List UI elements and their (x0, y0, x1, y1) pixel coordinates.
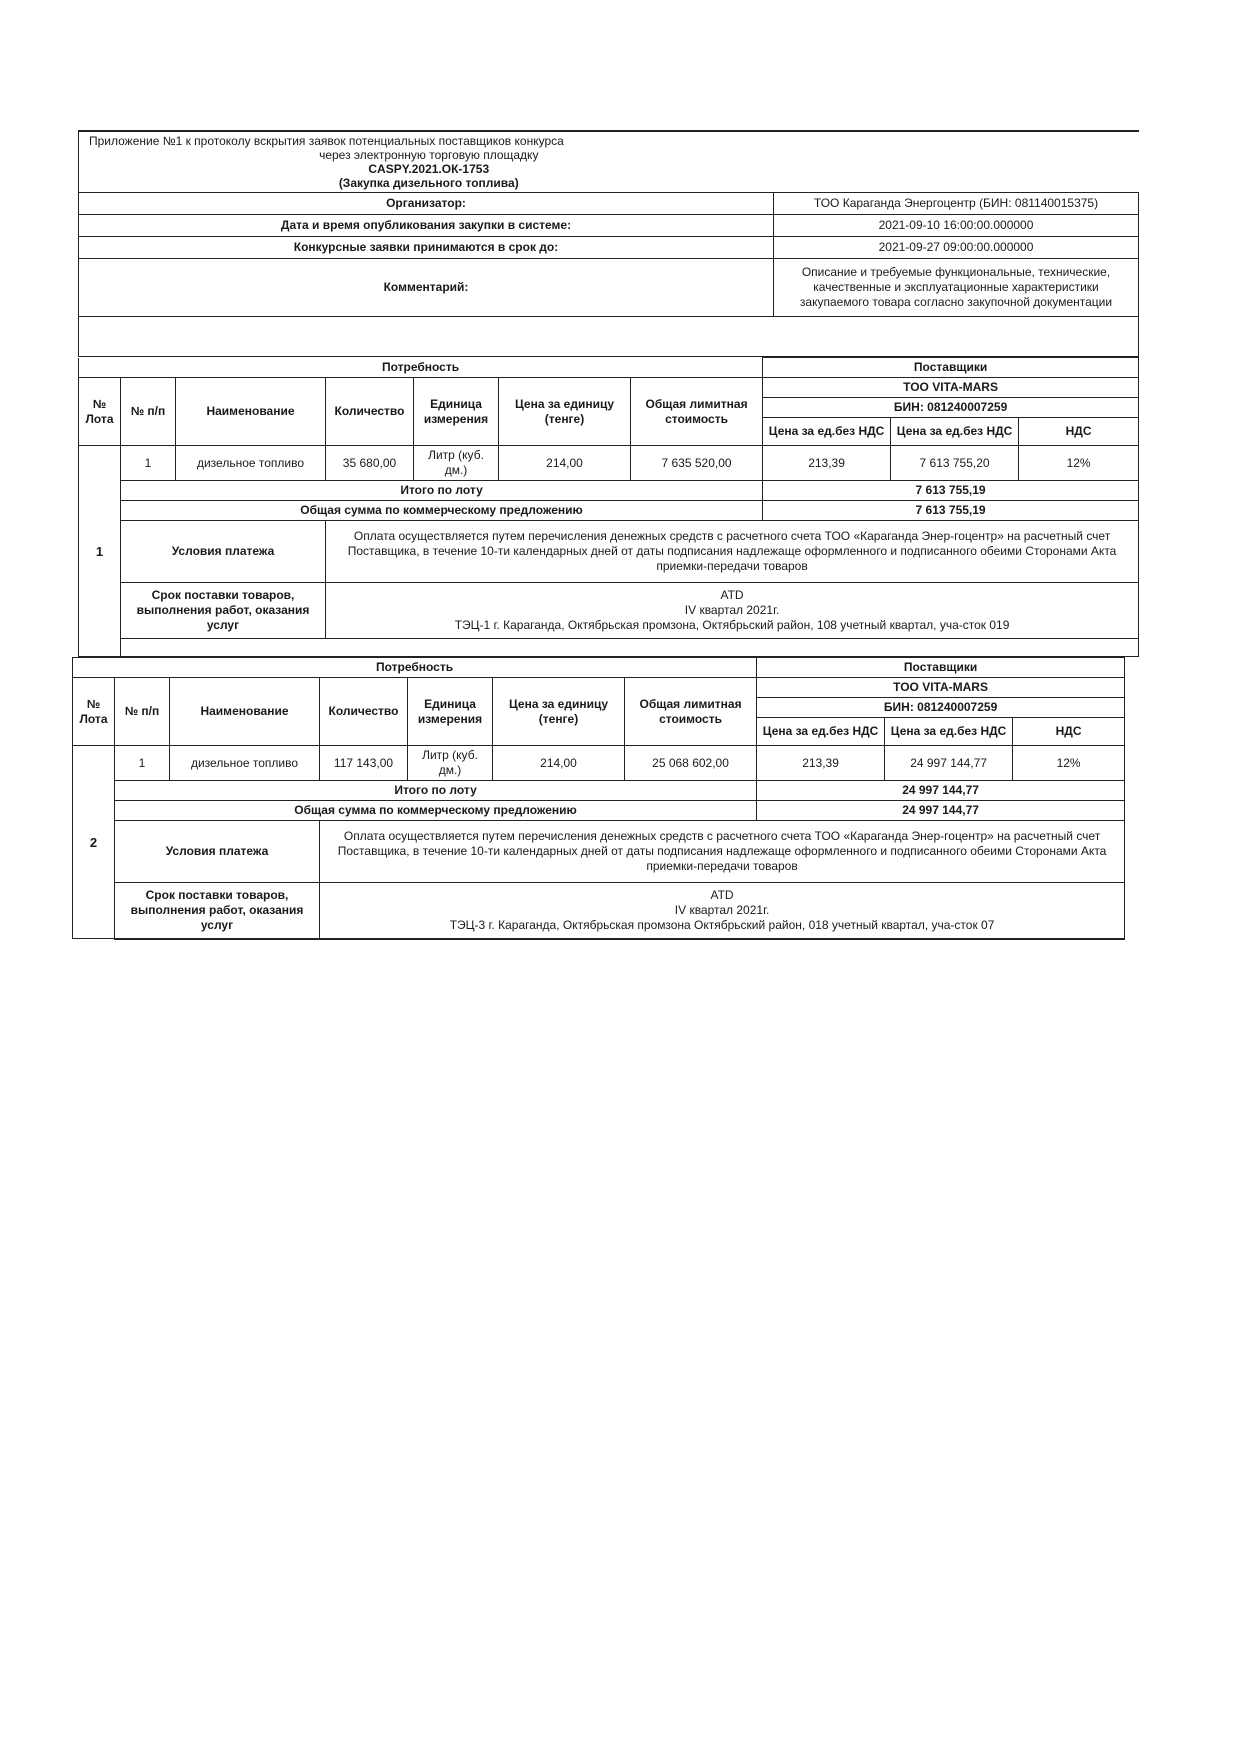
name-header: Наименование (176, 378, 326, 446)
payment-terms: Оплата осуществляется путем перечисления денежных средств с расчетного счета ТОО «Караганда Энер-гоцентр» на расчетный счет Поставщика, в течение 10-ти календарных дней от даты подписания надлежаще оформленного и подписанного обеими Сторонами Акта приемки-передачи товаров (326, 521, 1139, 583)
name-header: Наименование (170, 678, 320, 746)
offer-vat: 12% (1013, 746, 1125, 781)
item-no: 1 (121, 446, 176, 481)
pp-header: № п/п (121, 378, 176, 446)
lot-total-value: 7 613 755,19 (763, 481, 1139, 501)
title-line-1: Приложение №1 к протоколу вскрытия заявок потенциальных поставщиков конкурса (89, 134, 564, 148)
pp-header: № п/п (115, 678, 170, 746)
offer-unit-price: 213,39 (757, 746, 885, 781)
offer-unit-price: 213,39 (763, 446, 891, 481)
item-qty: 117 143,00 (320, 746, 408, 781)
item-limit: 7 635 520,00 (631, 446, 763, 481)
offer-sum-value: 7 613 755,19 (763, 501, 1139, 521)
need-header: Потребность (73, 658, 757, 678)
qty-header: Количество (320, 678, 408, 746)
item-unit: Литр (куб. дм.) (414, 446, 499, 481)
lot-no-header: № Лота (73, 678, 115, 746)
offer-total: 7 613 755,20 (891, 446, 1019, 481)
unit-header: Единица измерения (414, 378, 499, 446)
delivery-period: IV квартал 2021г. (674, 902, 770, 917)
offer-total: 24 997 144,77 (885, 746, 1013, 781)
title-line-4: (Закупка дизельного топлива) (338, 176, 519, 190)
supplier-name: ТОО VITA-MARS (757, 678, 1125, 698)
payment-label: Условия платежа (115, 821, 320, 883)
published-label: Дата и время опубликования закупки в системе: (79, 215, 774, 237)
item-qty: 35 680,00 (326, 446, 414, 481)
supplier-bin: БИН: 081240007259 (763, 398, 1139, 418)
organizer-label: Организатор: (79, 193, 774, 215)
item-name: дизельное топливо (176, 446, 326, 481)
price-no-vat-header: Цена за ед.без НДС (763, 418, 891, 446)
payment-label: Условия платежа (121, 521, 326, 583)
comment-value: Описание и требуемые функциональные, технические, качественные и эксплуатационные характеристики закупаемого товара согласно закупочной документации (774, 259, 1139, 317)
deadline-label: Конкурсные заявки принимаются в срок до: (79, 237, 774, 259)
comment-label: Комментарий: (79, 259, 774, 317)
supplier-name: ТОО VITA-MARS (763, 378, 1139, 398)
delivery-incoterm: ATD (710, 887, 734, 902)
lot-number: 2 (73, 746, 115, 939)
vat-header: НДС (1013, 718, 1125, 746)
lot-table-2 (72, 657, 1125, 940)
limit-header: Общая лимитная стоимость (625, 678, 757, 746)
delivery-address: ТЭЦ-1 г. Караганда, Октябрьская промзона, Октябрьский район, 108 учетный квартал, уча-сток 019 (454, 618, 1010, 632)
delivery-period: IV квартал 2021г. (684, 603, 780, 617)
title-line-2: через электронную торговую площадку (319, 148, 539, 162)
suppliers-header: Поставщики (757, 658, 1125, 678)
item-price: 214,00 (499, 446, 631, 481)
document-title (79, 131, 1139, 193)
item-name: дизельное топливо (170, 746, 320, 781)
total-no-vat-header: Цена за ед.без НДС (891, 418, 1019, 446)
lot-1-spacer (121, 639, 1139, 657)
delivery-terms (320, 883, 1125, 939)
delivery-address: ТЭЦ-3 г. Караганда, Октябрьская промзона Октябрьский район, 018 учетный квартал, уча-сток 07 (449, 917, 995, 932)
lot-number: 1 (79, 446, 121, 657)
lot-no-header: № Лота (79, 378, 121, 446)
need-header: Потребность (79, 358, 763, 378)
total-no-vat-header: Цена за ед.без НДС (885, 718, 1013, 746)
qty-header: Количество (326, 378, 414, 446)
item-no: 1 (115, 746, 170, 781)
delivery-label: Срок поставки товаров, выполнения работ, оказания услуг (121, 583, 326, 639)
price-header: Цена за единицу (тенге) (499, 378, 631, 446)
organizer-value: ТОО Караганда Энергоцентр (БИН: 081140015375) (774, 193, 1139, 215)
delivery-incoterm: ATD (720, 588, 744, 602)
lot-total-value: 24 997 144,77 (757, 781, 1125, 801)
price-header: Цена за единицу (тенге) (493, 678, 625, 746)
delivery-label: Срок поставки товаров, выполнения работ, оказания услуг (115, 883, 320, 939)
payment-terms: Оплата осуществляется путем перечисления денежных средств с расчетного счета ТОО «Караганда Энер-гоцентр» на расчетный счет Поставщика, в течение 10-ти календарных дней от даты подписания надлежаще оформленного и подписанного обеими Сторонами Акта приемки-передачи товаров (320, 821, 1125, 883)
supplier-bin: БИН: 081240007259 (757, 698, 1125, 718)
item-unit: Литр (куб. дм.) (408, 746, 493, 781)
item-price: 214,00 (493, 746, 625, 781)
lot-total-label: Итого по лоту (121, 481, 763, 501)
offer-vat: 12% (1019, 446, 1139, 481)
title-line-3: CASPY.2021.ОК-1753 (368, 162, 490, 176)
offer-sum-value: 24 997 144,77 (757, 801, 1125, 821)
limit-header: Общая лимитная стоимость (631, 378, 763, 446)
unit-header: Единица измерения (408, 678, 493, 746)
offer-sum-label: Общая сумма по коммерческому предложению (121, 501, 763, 521)
vat-header: НДС (1019, 418, 1139, 446)
published-value: 2021-09-10 16:00:00.000000 (774, 215, 1139, 237)
item-limit: 25 068 602,00 (625, 746, 757, 781)
suppliers-header: Поставщики (763, 358, 1139, 378)
price-no-vat-header: Цена за ед.без НДС (757, 718, 885, 746)
deadline-value: 2021-09-27 09:00:00.000000 (774, 237, 1139, 259)
protocol-document (78, 130, 1138, 940)
delivery-terms (326, 583, 1139, 639)
header-spacer (79, 317, 1139, 357)
offer-sum-label: Общая сумма по коммерческому предложению (115, 801, 757, 821)
lot-table-1 (78, 357, 1139, 657)
header-table (78, 130, 1139, 357)
lot-total-label: Итого по лоту (115, 781, 757, 801)
